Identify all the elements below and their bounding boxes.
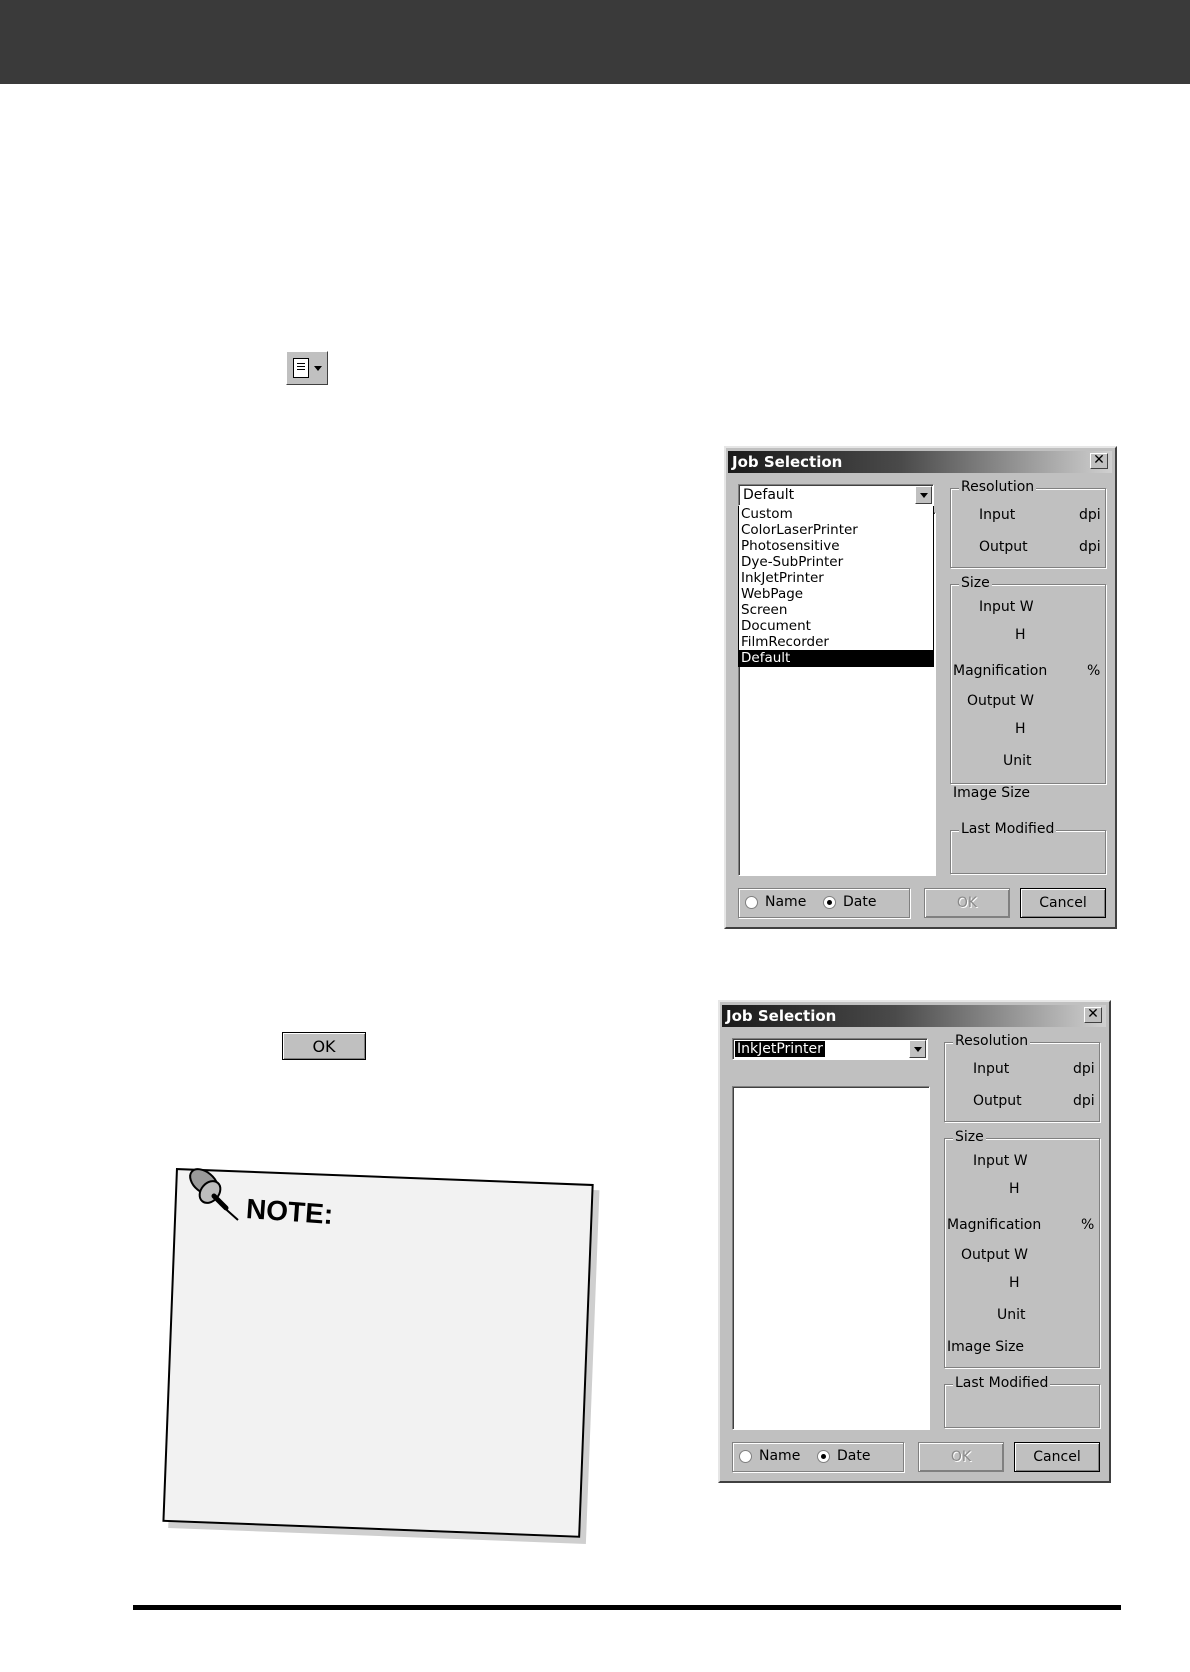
job-selection-icon[interactable]	[286, 351, 328, 385]
name-radio-label: Name	[765, 894, 807, 910]
input-unit: dpi	[1079, 507, 1101, 523]
list-item[interactable]: Document	[741, 618, 811, 634]
date-radio[interactable]	[823, 896, 836, 909]
dialog-title: Job Selection	[732, 453, 843, 471]
combo-value: Default	[743, 487, 795, 503]
last-modified-group	[944, 1375, 1100, 1428]
output-w-label: Output W	[967, 693, 1034, 709]
chevron-down-icon[interactable]	[915, 486, 932, 504]
sort-options	[738, 888, 910, 918]
date-radio[interactable]	[817, 1450, 830, 1463]
input-unit: dpi	[1073, 1061, 1095, 1077]
output-label: Output	[973, 1093, 1022, 1109]
close-icon[interactable]: ✕	[1084, 1007, 1102, 1023]
job-selection-dialog	[718, 1000, 1111, 1483]
list-item[interactable]: Custom	[741, 506, 793, 522]
input-h-label: H	[1009, 1181, 1020, 1197]
last-modified-legend: Last Modified	[961, 821, 1055, 837]
magnification-label: Magnification	[953, 663, 1048, 679]
output-unit: dpi	[1073, 1093, 1095, 1109]
list-item[interactable]: WebPage	[741, 586, 804, 602]
job-combo[interactable]	[732, 1038, 928, 1060]
name-radio[interactable]	[739, 1450, 752, 1463]
job-dropdown-list	[738, 506, 934, 667]
list-item[interactable]: ColorLaserPrinter	[741, 522, 858, 538]
output-h-label: H	[1009, 1275, 1020, 1291]
image-size-label: Image Size	[953, 785, 1031, 801]
chevron-down-icon	[314, 366, 322, 371]
cancel-button[interactable]: Cancel	[1014, 1442, 1100, 1472]
output-h-label: H	[1015, 721, 1026, 737]
cancel-button[interactable]: Cancel	[1020, 888, 1106, 918]
job-selection-dialog	[724, 446, 1117, 929]
output-label: Output	[979, 539, 1028, 555]
resolution-group	[950, 479, 1106, 568]
close-icon[interactable]: ✕	[1090, 453, 1108, 469]
sort-options	[732, 1442, 904, 1472]
size-legend: Size	[961, 575, 990, 591]
ok-button[interactable]: OK	[924, 888, 1010, 918]
header-band	[0, 0, 1190, 84]
last-modified-legend: Last Modified	[955, 1375, 1049, 1391]
name-radio-label: Name	[759, 1448, 801, 1464]
input-w-label: Input W	[973, 1153, 1028, 1169]
chevron-down-icon[interactable]	[909, 1040, 926, 1058]
resolution-legend: Resolution	[961, 479, 1035, 495]
input-w-label: Input W	[979, 599, 1034, 615]
percent-label: %	[1087, 663, 1101, 679]
input-h-label: H	[1015, 627, 1026, 643]
title-bar	[722, 1005, 1106, 1027]
resolution-group	[944, 1033, 1100, 1122]
list-item-selected[interactable]: Default	[739, 650, 933, 666]
input-label: Input	[973, 1061, 1010, 1077]
name-radio[interactable]	[745, 896, 758, 909]
unit-label: Unit	[1003, 753, 1032, 769]
dialog-title: Job Selection	[726, 1007, 837, 1025]
list-item[interactable]: Dye-SubPrinter	[741, 554, 844, 570]
footer-rule	[133, 1605, 1121, 1610]
output-w-label: Output W	[961, 1247, 1028, 1263]
input-label: Input	[979, 507, 1016, 523]
unit-label: Unit	[997, 1307, 1026, 1323]
date-radio-label: Date	[843, 894, 877, 910]
image-size-label: Image Size	[947, 1339, 1025, 1355]
pushpin-icon	[180, 1160, 250, 1230]
note-title: NOTE:	[245, 1193, 335, 1231]
list-item[interactable]: FilmRecorder	[741, 634, 829, 650]
percent-label: %	[1081, 1217, 1095, 1233]
list-item[interactable]: Screen	[741, 602, 788, 618]
job-combo[interactable]	[738, 484, 934, 506]
combo-value: InkJetPrinter	[737, 1041, 823, 1057]
size-group	[950, 575, 1106, 801]
size-legend: Size	[955, 1129, 984, 1145]
ok-button[interactable]: OK	[918, 1442, 1004, 1472]
output-unit: dpi	[1079, 539, 1101, 555]
document-icon	[293, 358, 309, 378]
title-bar	[728, 451, 1112, 473]
magnification-label: Magnification	[947, 1217, 1042, 1233]
list-item[interactable]: Photosensitive	[741, 538, 840, 554]
ok-button-sample[interactable]: OK	[282, 1032, 366, 1060]
job-list[interactable]	[732, 1086, 930, 1430]
date-radio-label: Date	[837, 1448, 871, 1464]
size-group	[944, 1129, 1100, 1368]
resolution-legend: Resolution	[955, 1033, 1029, 1049]
list-item[interactable]: InkJetPrinter	[741, 570, 824, 586]
last-modified-group	[950, 821, 1106, 874]
